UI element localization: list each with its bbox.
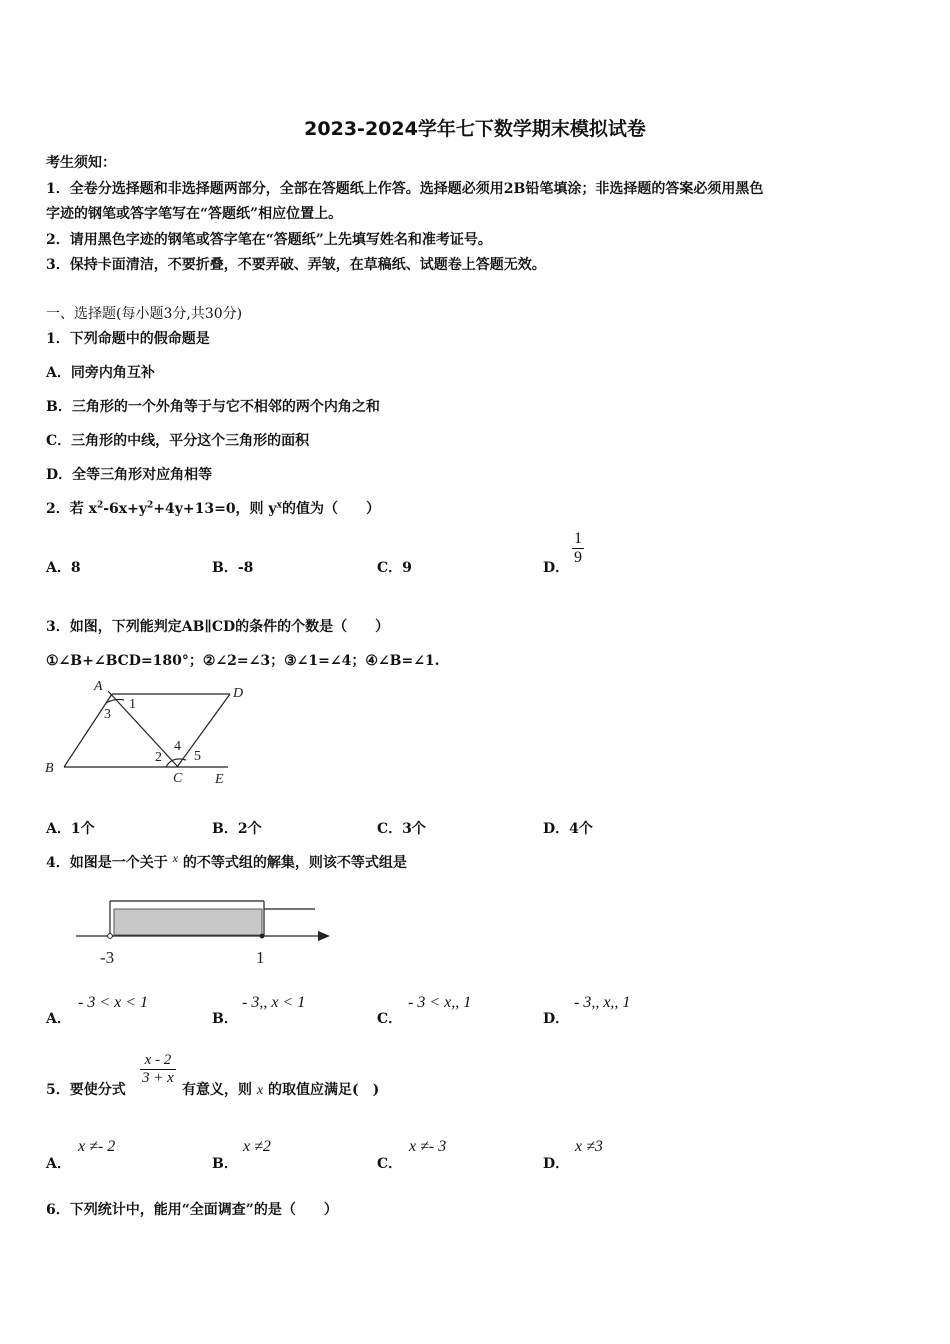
- solution-shaded-region: [114, 909, 262, 935]
- label-angle-4: 4: [174, 739, 181, 754]
- q6-stem: 6．下列统计中，能用“全面调查”的是（ ）: [46, 1202, 338, 1218]
- q1-option-b: B．三角形的一个外角等于与它不相邻的两个内角之和: [46, 399, 380, 415]
- label-b: B: [45, 761, 54, 776]
- q4-option-d-formula: - 3,, x,, 1: [574, 994, 631, 1011]
- q4-option-a: A．: [46, 1011, 71, 1027]
- q3-conditions: ①∠B+∠BCD=180°；②∠2=∠3；③∠1=∠4；④∠B=∠1.: [46, 653, 440, 669]
- axis-label-1: 1: [256, 948, 265, 967]
- label-angle-1: 1: [129, 697, 136, 712]
- segment-ac: [108, 691, 178, 767]
- q1-option-a: A．同旁内角互补: [46, 365, 155, 381]
- q1-option-d: D．全等三角形对应角相等: [46, 467, 213, 483]
- notice-heading: 考生须知：: [46, 155, 116, 171]
- q1-option-c: C．三角形的中线，平分这个三角形的面积: [46, 433, 310, 449]
- angle-arc-c: [166, 759, 186, 767]
- q2-option-d-fraction: $\frac{1}{9}$: [574, 530, 582, 566]
- notice-line-1: 1．全卷分选择题和非选择题两部分，全部在答题纸上作答。选择题必须用2B铅笔填涂；非选择题的答案必须用黑色: [46, 181, 764, 197]
- q4-stem: 4．如图是一个关于 x 的不等式组的解集，则该不等式组是: [46, 851, 407, 871]
- q2-option-b: B．-8: [212, 560, 254, 576]
- q5-option-d: D．: [543, 1156, 570, 1172]
- section-heading: 一、选择题(每小题3分,共30分): [46, 306, 243, 322]
- q4-number-line-figure: [72, 893, 342, 973]
- label-angle-3: 3: [104, 707, 111, 722]
- q5-option-b-formula: x ≠2: [243, 1138, 271, 1155]
- label-e: E: [215, 772, 224, 787]
- q2-option-c: C．9: [377, 560, 412, 576]
- q4-option-c-formula: - 3 < x,, 1: [408, 994, 472, 1011]
- q3-option-b: B．2个: [212, 821, 262, 837]
- page-title: 2023-2024学年七下数学期末模拟试卷: [304, 118, 646, 140]
- axis-label-minus-3: -3: [100, 948, 115, 967]
- q3-option-a: A．1个: [46, 821, 95, 837]
- q4-option-d: D．: [543, 1011, 570, 1027]
- label-angle-5: 5: [194, 749, 201, 764]
- q5-option-a-formula: x ≠- 2: [78, 1138, 116, 1155]
- q5-option-a: A．: [46, 1156, 71, 1172]
- label-d: D: [233, 686, 244, 701]
- q3-option-d: D．4个: [543, 821, 593, 837]
- segment-ab: [64, 694, 112, 767]
- q3-option-c: C．3个: [377, 821, 426, 837]
- notice-line-4: 3．保持卡面清洁，不要折叠，不要弄破、弄皱，在草稿纸、试题卷上答题无效。: [46, 257, 546, 273]
- q4-option-a-formula: - 3 < x < 1: [78, 994, 149, 1011]
- q2-stem: 2．若 $x^2-6x+y^2+4y+13=0$，则 $y^x$的值为（ ）: [46, 500, 380, 517]
- q4-option-c: C．: [377, 1011, 403, 1027]
- q3-figure: [40, 676, 270, 792]
- q5-option-b: B．: [212, 1156, 238, 1172]
- notice-line-2: 字迹的钢笔或答字笔写在“答题纸”相应位置上。: [46, 206, 343, 222]
- label-c: C: [173, 771, 183, 786]
- q5-option-c-formula: x ≠- 3: [409, 1138, 447, 1155]
- q5-option-d-formula: x ≠3: [575, 1138, 603, 1155]
- q4-option-b-formula: - 3,, x < 1: [242, 994, 306, 1011]
- open-dot-minus-3: [108, 934, 113, 939]
- q3-stem: 3．如图，下列能判定AB∥CD的条件的个数是（ ）: [46, 619, 390, 635]
- q4-option-b: B．: [212, 1011, 238, 1027]
- label-angle-2: 2: [155, 750, 162, 765]
- label-a: A: [94, 679, 103, 694]
- number-line-arrow-icon: [318, 931, 330, 941]
- q2-option-a: A．8: [46, 560, 81, 576]
- q5-option-c: C．: [377, 1156, 403, 1172]
- q2-option-d: D．: [543, 560, 570, 576]
- segment-dc: [177, 694, 230, 767]
- q5-fraction: $\frac{x - 2}{3 + x}$: [142, 1052, 174, 1086]
- q5-stem-a: 5．要使分式: [46, 1082, 126, 1098]
- q5-stem-b: 有意义，则 x 的取值应满足( ): [182, 1082, 380, 1098]
- notice-line-3: 2．请用黑色字迹的钢笔或答字笔在“答题纸”上先填写姓名和准考证号。: [46, 232, 492, 248]
- closed-dot-1: [260, 934, 265, 939]
- q1-stem: 1．下列命题中的假命题是: [46, 331, 210, 347]
